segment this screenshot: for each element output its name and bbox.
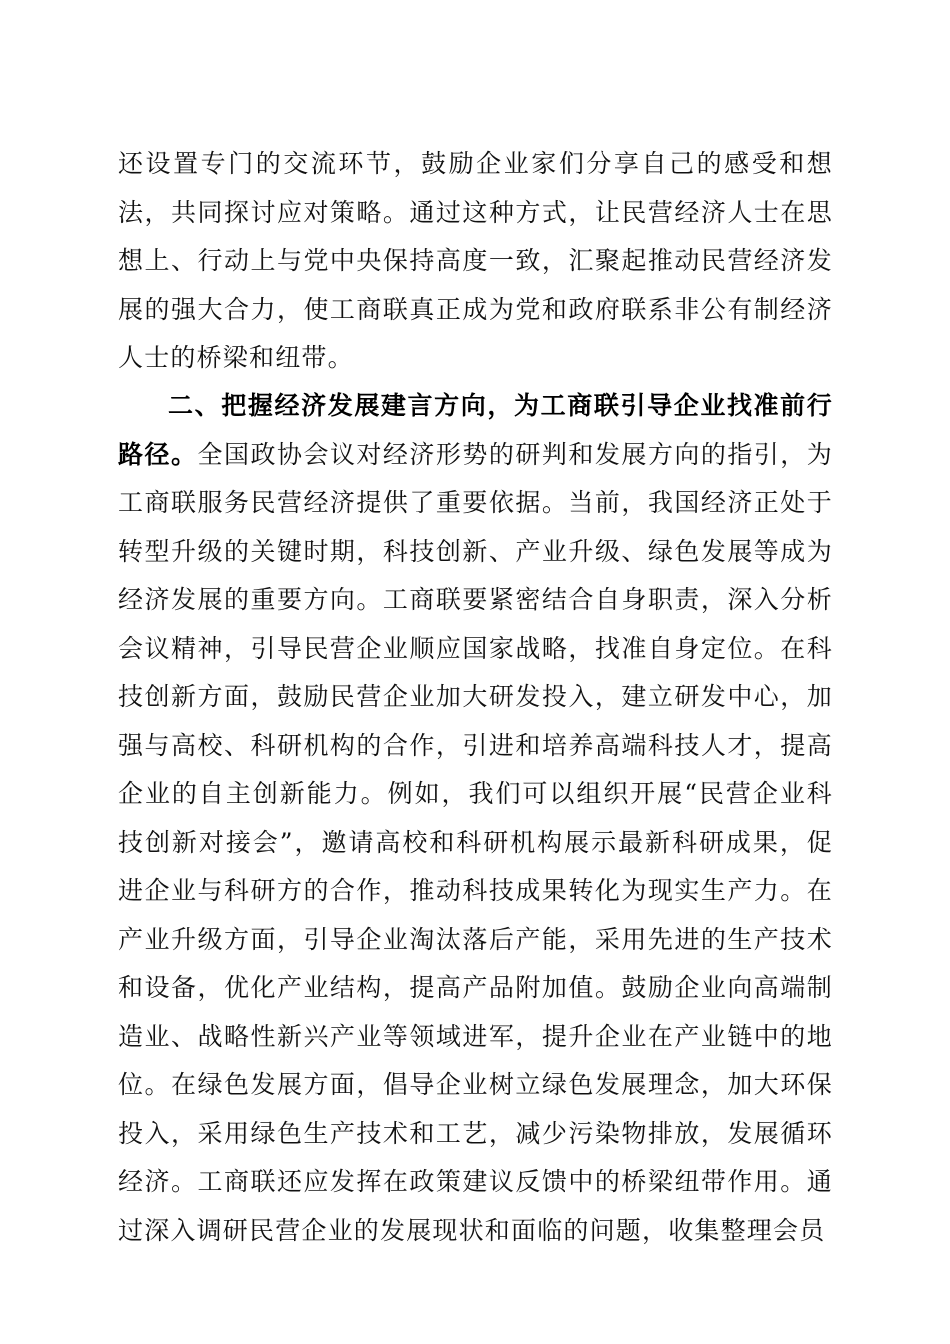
section-2-paragraph <box>118 382 833 1255</box>
section-2-body: 全国政协会议对经济形势的研判和发展方向的指引，为工商联服务民营经济提供了重要依据。当前，我国经济正处于转型升级的关键时期，科技创新、产业升级、绿色发展等成为经济发展的重要方向。工商联要紧密结合自身职责，深入分析会议精神，引导民营企业顺应国家战略，找准自身定位。在科技创新方面，鼓励民营企业加大研发投入，建立研发中心，加强与高校、科研机构的合作，引进和培养高端科技人才，提高企业的自主创新能力。例如，我们可以组织开展“民营企业科技创新对接会”，邀请高校和科研机构展示最新科研成果，促进企业与科研方的合作，推动科技成果转化为现实生产力。在产业升级方面，引导企业淘汰落后产能，采用先进的生产技术和设备，优化产业结构，提高产品附加值。鼓励企业向高端制造业、战略性新兴产业等领域进军，提升企业在产业链中的地位。在绿色发展方面，倡导企业树立绿色发展理念，加大环保投入，采用绿色生产技术和工艺，减少污染物排放，发展循环经济。工商联还应发挥在政策建议反馈中的桥梁纽带作用。通过深入调研民营企业的发展现状和面临的问题，收集整理会员 <box>118 439 833 1245</box>
paragraph-continuation: 还设置专门的交流环节，鼓励企业家们分享自己的感受和想法，共同探讨应对策略。通过这种方式，让民营经济人士在思想上、行动上与党中央保持高度一致，汇聚起推动民营经济发展的强大合力，使工商联真正成为党和政府联系非公有制经济人士的桥梁和纽带。 <box>118 149 833 372</box>
section-2-heading: 二、把握经济发展建言方向，为工商联引导企业找准前行路径。 <box>118 391 833 469</box>
